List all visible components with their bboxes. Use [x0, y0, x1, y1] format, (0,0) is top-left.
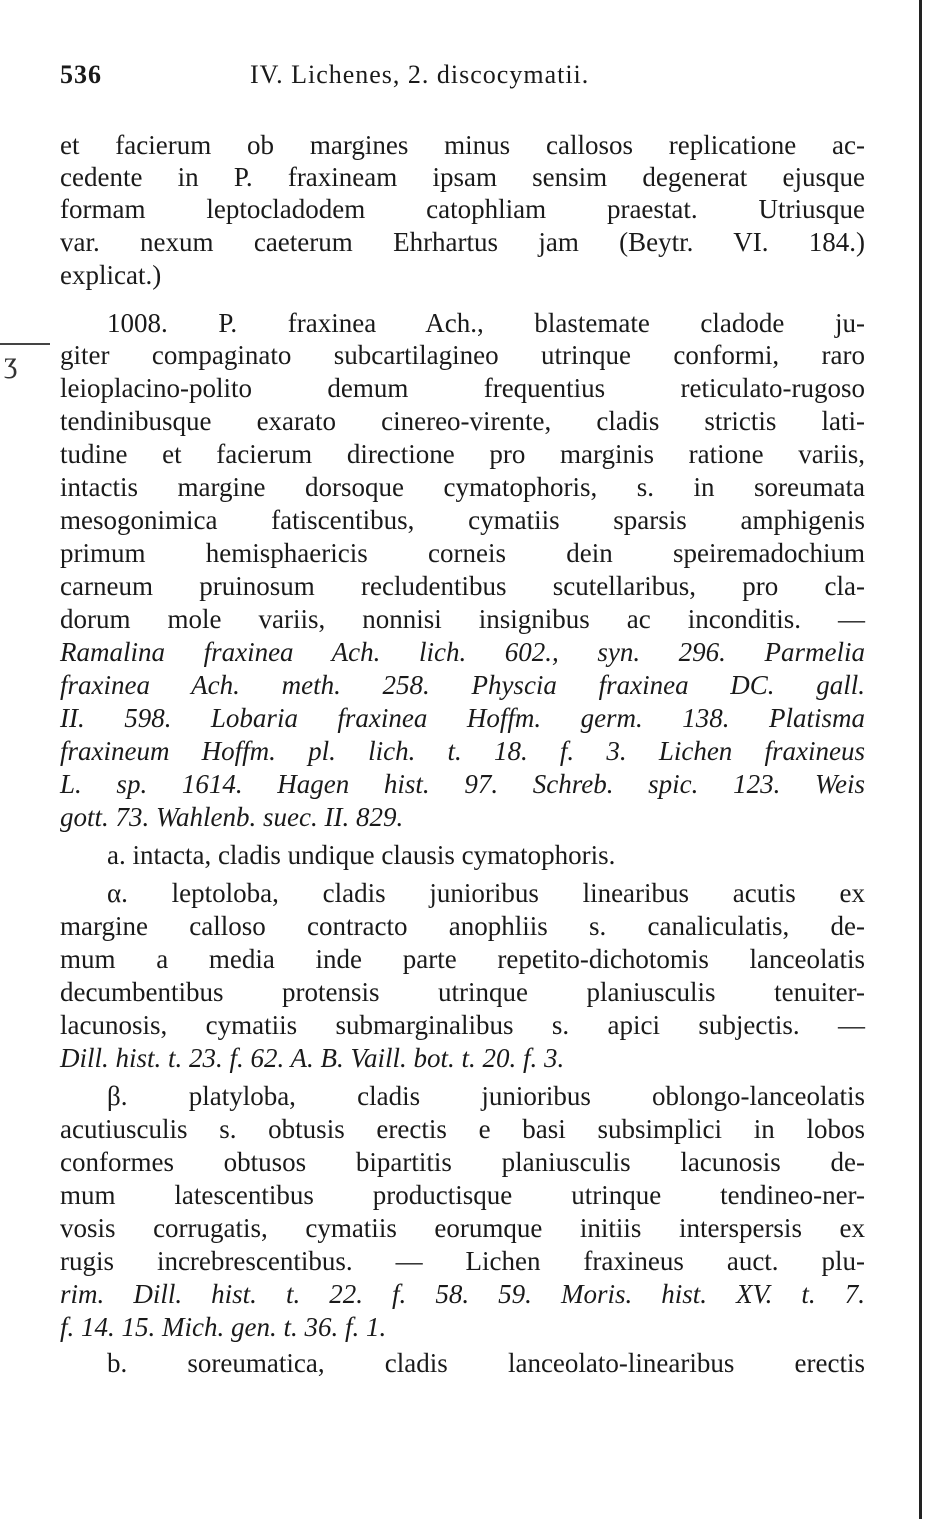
text-line: cedente in P. fraxineam ipsam sensim degenerat ejusque	[60, 162, 865, 192]
variety-beta-line: β. platyloba, cladis junioribus oblongo-lanceolatis	[107, 1081, 865, 1111]
citation-line: Ramalina fraxinea Ach. lich. 602., syn. 296. Parmelia	[60, 637, 865, 667]
text-line: decumbentibus protensis utrinque planiusculis tenuiter-	[60, 977, 865, 1007]
margin-rule	[0, 343, 50, 345]
text-line: tendinibusque exarato cinereo-virente, cladis strictis lati-	[60, 406, 865, 436]
citation-line: rim. Dill. hist. t. 22. f. 58. 59. Moris. hist. XV. t. 7.	[60, 1279, 865, 1309]
variety-b-line: b. soreumatica, cladis lanceolato-linearibus erectis	[107, 1348, 865, 1378]
text-line: formam leptocladodem catophliam praestat. Utriusque	[60, 194, 865, 224]
text-line: vosis corrugatis, cymatiis eorumque initiis interspersis ex	[60, 1213, 865, 1243]
text-line: leioplacino-polito demum frequentius reticulato-rugoso	[60, 373, 865, 403]
variety-a-line: a. intacta, cladis undique clausis cymatophoris.	[107, 840, 616, 870]
page-number: 536	[60, 60, 102, 89]
text-line: dorum mole variis, nonnisi insignibus ac inconditis. —	[60, 604, 865, 634]
running-title: IV. Lichenes, 2. discocymatii.	[250, 60, 590, 89]
variety-alpha-line: α. leptoloba, cladis junioribus linearibus acutis ex	[107, 878, 865, 908]
margin-mark: ʒ	[4, 346, 18, 379]
text-line: intactis margine dorsoque cymatophoris, s. in soreumata	[60, 472, 865, 502]
page-header	[60, 60, 870, 100]
text-line: primum hemisphaericis corneis dein speiremadochium	[60, 538, 865, 568]
text-line: explicat.)	[60, 260, 162, 290]
page-edge-line	[919, 0, 922, 1519]
citation-line: fraxineum Hoffm. pl. lich. t. 18. f. 3. Lichen fraxineus	[60, 736, 865, 766]
text-line: rugis increbrescentibus. — Lichen fraxineus auct. plu-	[60, 1246, 865, 1276]
text-line: et facierum ob margines minus callosos replicatione ac-	[60, 130, 865, 160]
text-line: mum a media inde parte repetito-dichotomis lanceolatis	[60, 944, 865, 974]
text-line: var. nexum caeterum Ehrhartus jam (Beytr. VI. 184.)	[60, 227, 865, 257]
citation-line: gott. 73. Wahlenb. suec. II. 829.	[60, 802, 404, 832]
text-line: conformes obtusos bipartitis planiusculis lacunosis de-	[60, 1147, 865, 1177]
text-line: mesogonimica fatiscentibus, cymatiis sparsis amphigenis	[60, 505, 865, 535]
text-line: giter compaginato subcartilagineo utrinque conformi, raro	[60, 340, 865, 370]
citation-line: II. 598. Lobaria fraxinea Hoffm. germ. 138. Platisma	[60, 703, 865, 733]
citation-line: f. 14. 15. Mich. gen. t. 36. f. 1.	[60, 1312, 387, 1342]
citation-line: L. sp. 1614. Hagen hist. 97. Schreb. spic. 123. Weis	[60, 769, 865, 799]
text-line: margine calloso contracto anophliis s. canaliculatis, de-	[60, 911, 865, 941]
citation-line: Dill. hist. t. 23. f. 62. A. B. Vaill. bot. t. 20. f. 3.	[60, 1043, 565, 1073]
text-line: acutiusculis s. obtusis erectis e basi subsimplici in lobos	[60, 1114, 865, 1144]
text-line: mum latescentibus productisque utrinque tendineo-ner-	[60, 1180, 865, 1210]
text-line: lacunosis, cymatiis submarginalibus s. apici subjectis. —	[60, 1010, 865, 1040]
text-line: tudine et facierum directione pro marginis ratione variis,	[60, 439, 865, 469]
citation-line: fraxinea Ach. meth. 258. Physcia fraxinea DC. gall.	[60, 670, 865, 700]
text-line: carneum pruinosum recludentibus scutellaribus, pro cla-	[60, 571, 865, 601]
entry-heading-line: 1008. P. fraxinea Ach., blastemate cladode ju-	[107, 308, 865, 338]
